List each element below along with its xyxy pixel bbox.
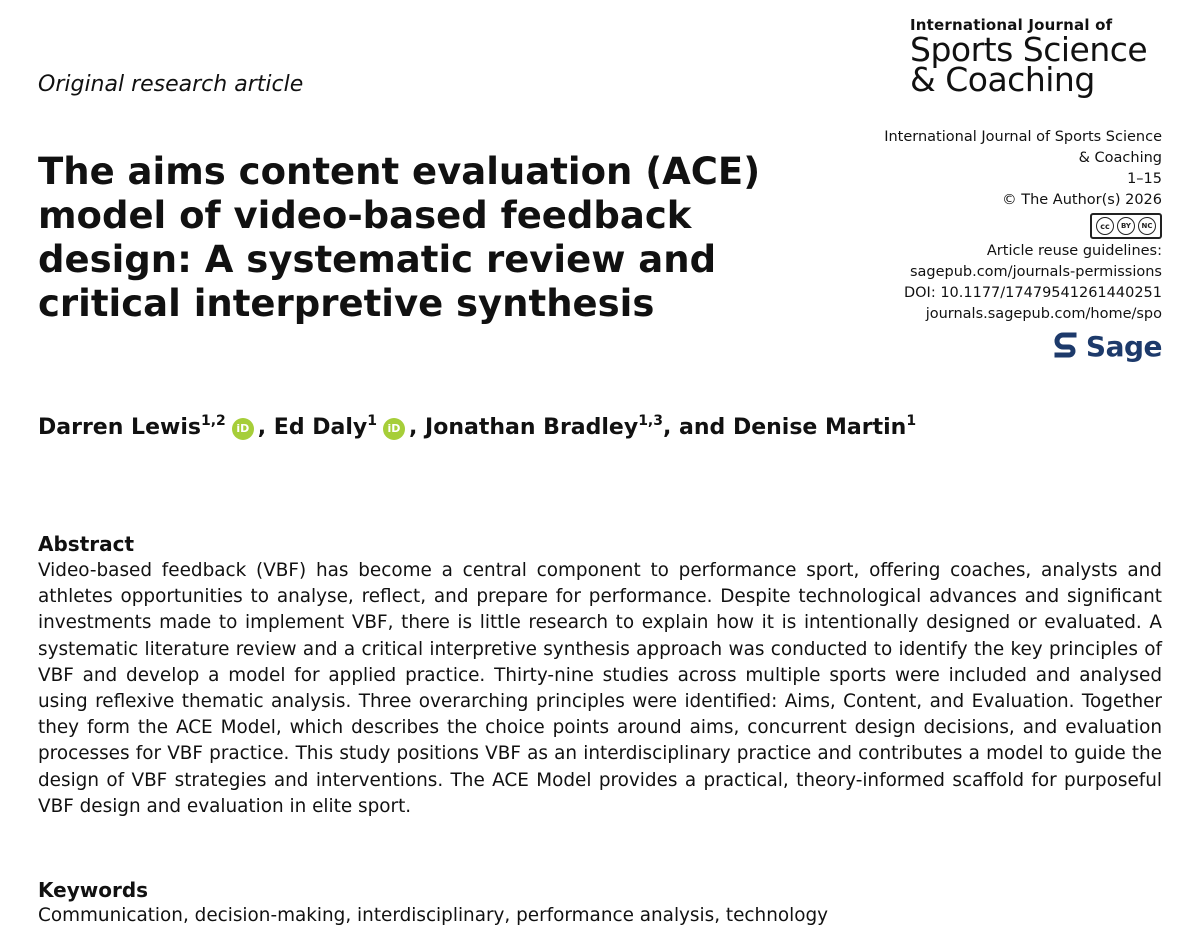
cc-icon: cc xyxy=(1096,217,1114,235)
author-affiliation: 1,3 xyxy=(638,413,663,429)
reuse-guidelines-label: Article reuse guidelines: xyxy=(986,243,1162,259)
author-name[interactable]: Ed Daly xyxy=(273,415,368,440)
doi-link[interactable]: DOI: 10.1177/17479541261440251 xyxy=(903,285,1162,301)
author-affiliation: 1,2 xyxy=(200,413,226,429)
publisher-logo-row xyxy=(862,325,1162,368)
keywords-list: Communication, decision-making, interdisciplinary, performance analysis, technology xyxy=(38,905,829,926)
author-affiliation: 1 xyxy=(367,413,377,429)
author-separator: , and xyxy=(663,415,733,440)
abstract-heading: Abstract xyxy=(38,532,135,556)
keywords-heading: Keywords xyxy=(38,878,149,902)
journal-logo-line2: Sports Science xyxy=(910,30,1148,69)
journal-name-line1: International Journal of Sports Science xyxy=(884,129,1162,145)
abstract-body: Video-based feedback (VBF) has become a central component to performance sport, offering coaches, analysts and athletes opportunities to analyse, reflect, and prepare for performance. Despite technological advances and significant investments made to implement VBF, there is little research to explain how it is intentionally designed or evaluated. A systematic literature review and a critical interpretive synthesis approach was conducted to identify the key principles of VBF and develop a model for applied practice. Thirty-nine studies across multiple sports were included and analysed using reflexive thematic analysis. Three overarching principles were identified: Aims, Content, and Evaluation. Together they form the ACE Model, which describes the choice points around aims, concurrent design decisions, and evaluation processes for VBF practice. This study positions VBF as an interdisciplinary practice and contributes a model to guide the design of VBF strategies and interventions. The ACE Model provides a practical, theory-informed scaffold for purposeful VBF design and evaluation in elite sport. xyxy=(38,560,1162,817)
cc-by-nc-license-icon[interactable] xyxy=(1090,213,1162,239)
sage-logo[interactable] xyxy=(1054,331,1162,361)
sage-s-icon xyxy=(1054,331,1078,361)
author-name[interactable]: Jonathan Bradley xyxy=(425,415,639,440)
reuse-guidelines-link[interactable]: sagepub.com/journals-permissions xyxy=(909,264,1162,280)
article-metadata xyxy=(862,127,1162,368)
author-separator: , xyxy=(257,415,274,440)
author-affiliation: 1 xyxy=(906,413,917,429)
sage-wordmark: Sage xyxy=(1085,329,1162,363)
author-name[interactable]: Darren Lewis xyxy=(38,415,201,440)
page-range: 1–15 xyxy=(1127,171,1162,187)
orcid-icon[interactable]: iD xyxy=(383,418,405,440)
copyright-notice: © The Author(s) 2026 xyxy=(1002,192,1162,208)
journal-logo xyxy=(910,16,1180,99)
nc-icon: NC xyxy=(1138,217,1156,235)
author-separator: , xyxy=(408,415,426,440)
license-row xyxy=(862,211,1162,241)
article-title: The aims content evaluation (ACE) model of video-based feedback design: A systematic review and critical interpretive synthesis xyxy=(38,150,761,325)
journal-logo-line3: & Coaching xyxy=(910,60,1095,99)
author-list xyxy=(38,413,916,440)
author-name[interactable]: Denise Martin xyxy=(732,415,907,440)
journal-homepage-link[interactable]: journals.sagepub.com/home/spo xyxy=(925,306,1162,322)
journal-name-line2: & Coaching xyxy=(1078,150,1162,166)
article-type-label: Original research article xyxy=(38,72,304,97)
journal-logo-line1: International Journal of xyxy=(910,16,1113,34)
orcid-icon[interactable]: iD xyxy=(232,418,254,440)
by-icon: BY xyxy=(1117,217,1135,235)
